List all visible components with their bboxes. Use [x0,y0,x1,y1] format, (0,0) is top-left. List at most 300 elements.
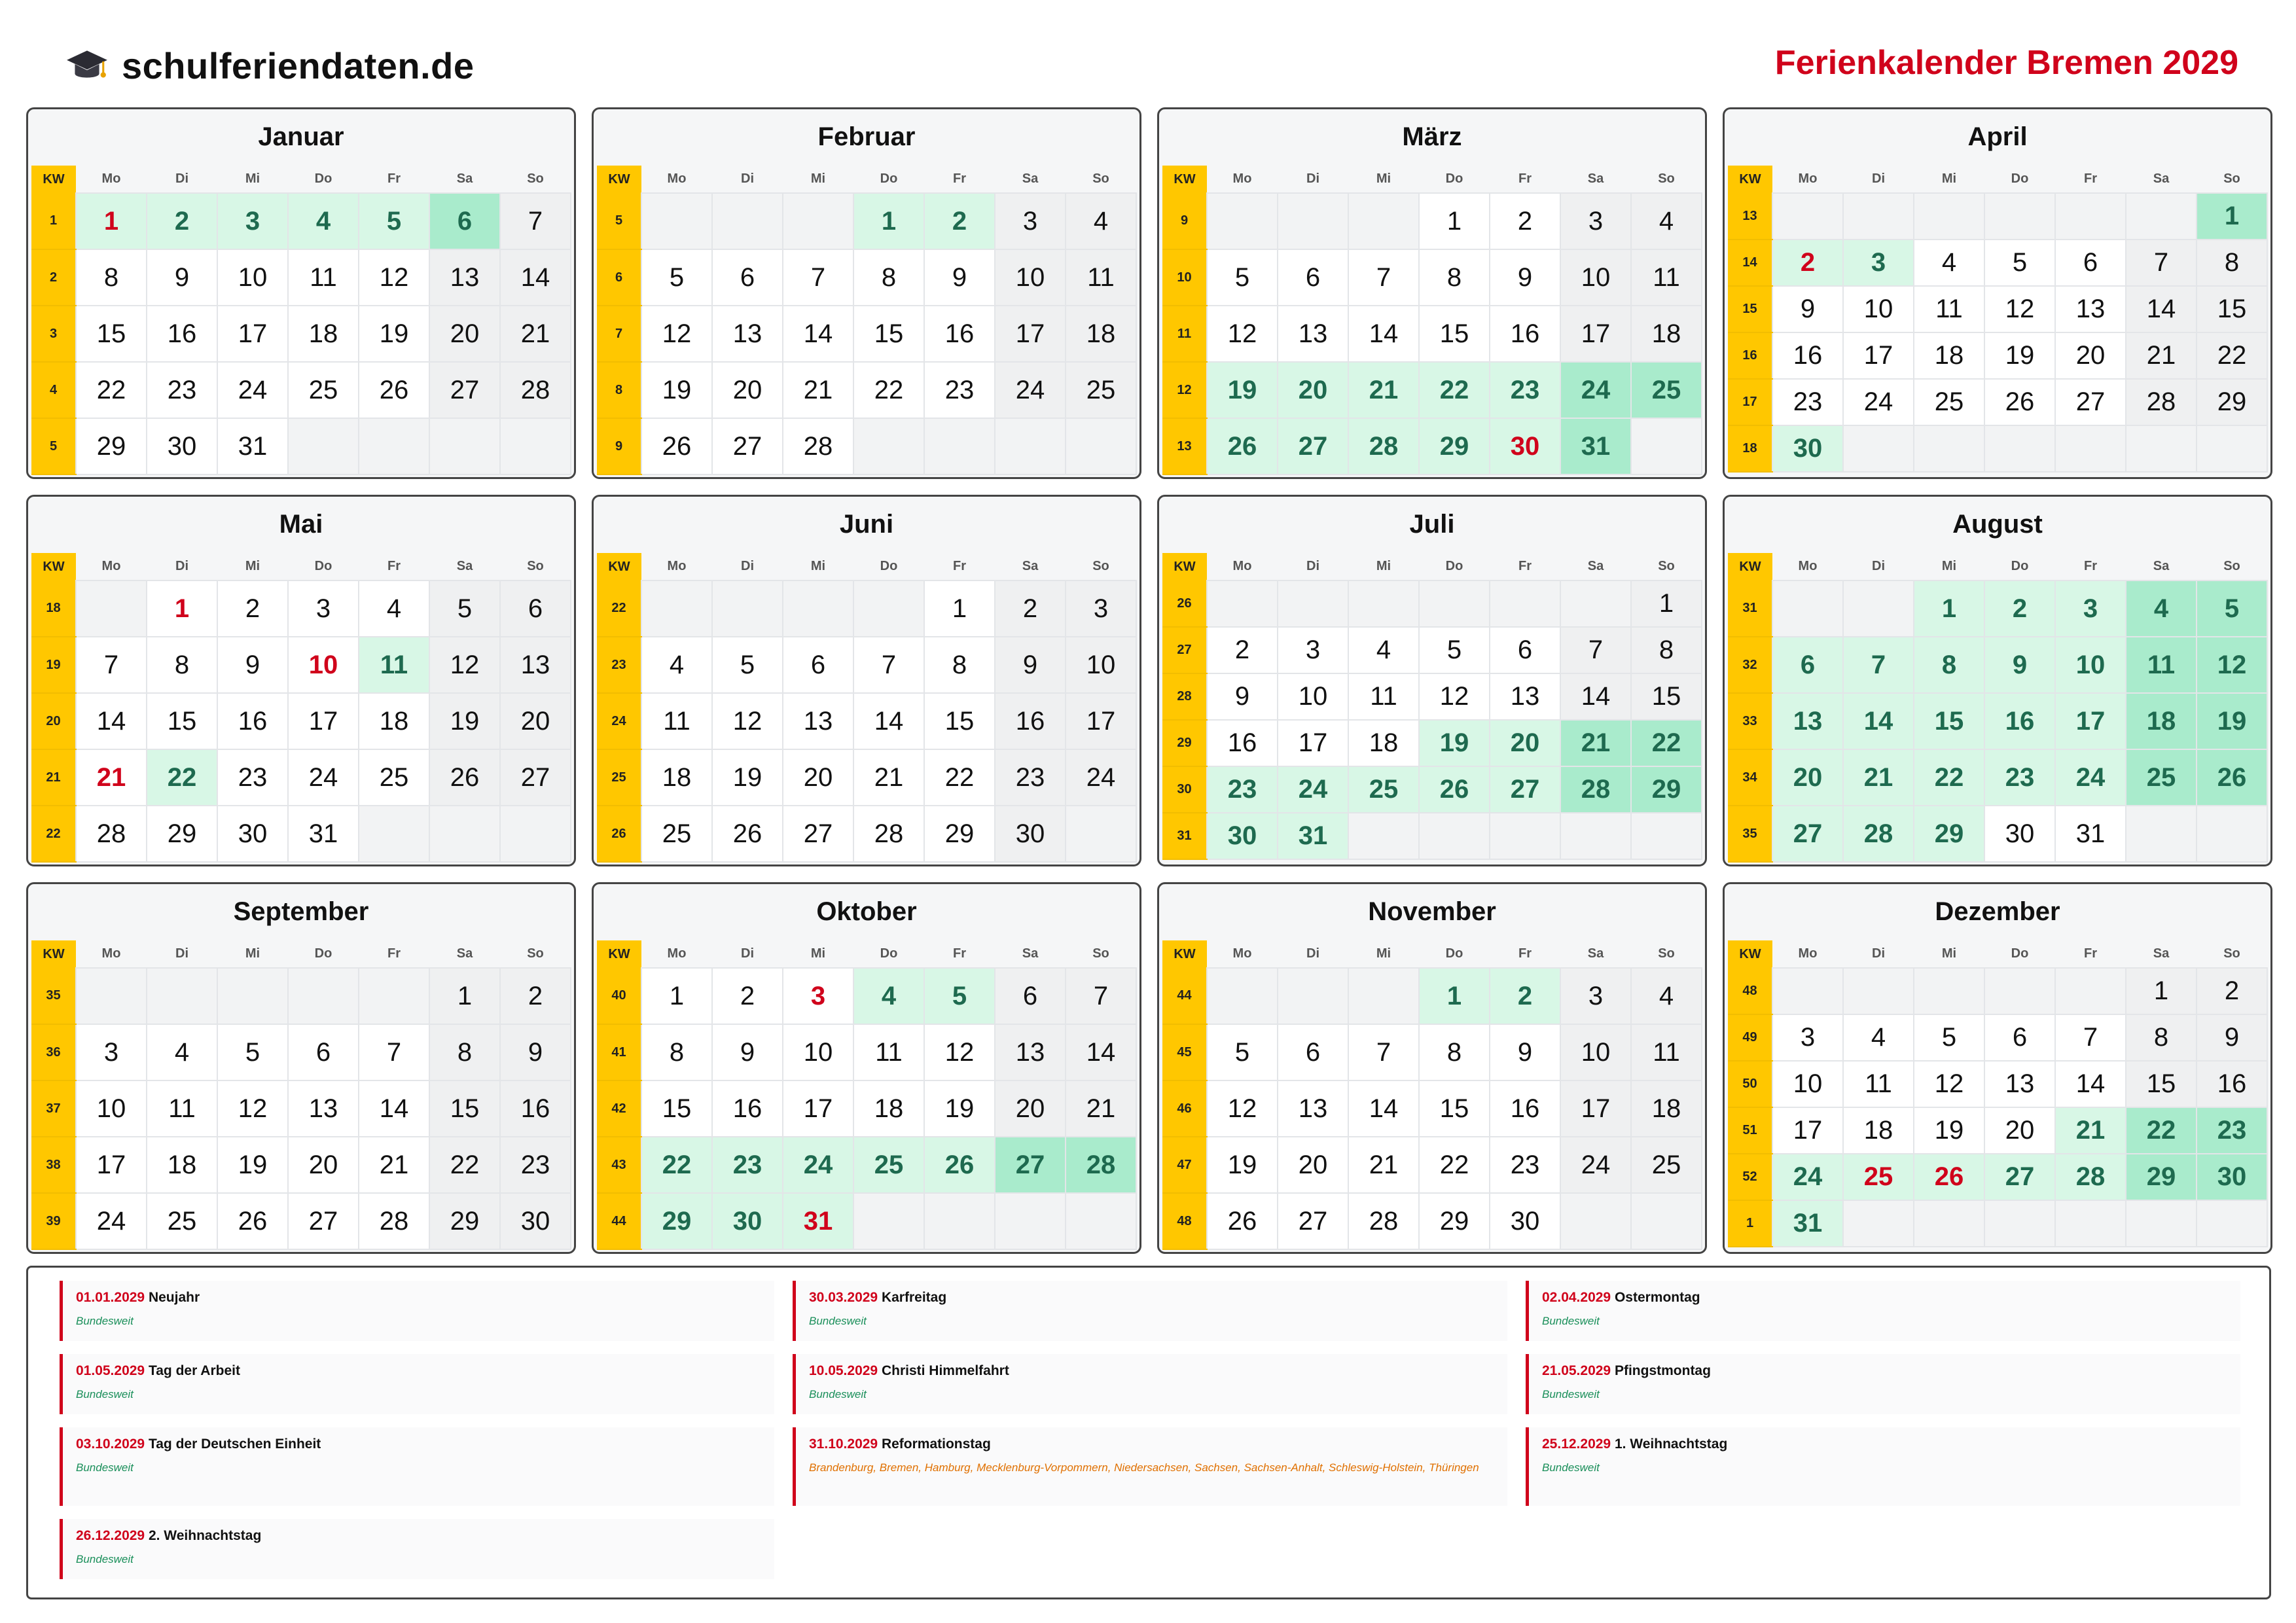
day-cell: 31 [1278,813,1348,859]
day-cell: 5 [1207,1024,1278,1080]
weekday-header: Do [314,559,332,573]
weekday-header: Mi [1941,171,1957,186]
week-number: 44 [1162,968,1207,1024]
holiday-title [809,1436,1494,1452]
day-cell: 15 [853,306,924,362]
day-cell: 3 [1066,580,1136,637]
week-row [31,806,571,862]
month-table [1728,940,2268,1247]
day-cell: 18 [1631,1080,1702,1137]
empty-day-cell [1914,1200,1984,1247]
week-row [31,693,571,749]
weekday-header: So [1092,946,1109,961]
day-cell: 24 [1843,379,1914,425]
day-cell: 23 [995,749,1066,806]
day-cell: 5 [712,637,783,693]
weekday-header: Sa [2153,171,2170,186]
empty-day-cell [1631,813,1702,859]
day-cell: 4 [1631,968,1702,1024]
weekday-header: Fr [387,171,401,186]
empty-day-cell [1843,193,1914,240]
weekday-header: Mi [245,946,260,961]
week-number-header: KW [1162,166,1207,193]
day-cell: 13 [995,1024,1066,1080]
day-cell: 1 [641,968,712,1024]
day-cell: 27 [712,418,783,474]
empty-day-cell [1066,418,1136,474]
week-row [1162,720,1702,766]
day-cell: 8 [1419,1024,1490,1080]
holiday-title [809,1363,1494,1379]
day-cell: 10 [76,1080,147,1137]
week-row [1728,693,2267,749]
weekday-header: Do [880,171,898,186]
day-cell: 18 [1843,1107,1914,1154]
day-cell: 29 [147,806,217,862]
day-cell: 4 [1843,1014,1914,1061]
weekday-header: Mo [1798,171,1818,186]
week-row [31,1080,571,1137]
day-cell: 17 [76,1137,147,1193]
holiday-date: 30.03.2029 [809,1290,878,1305]
week-row [1728,580,2267,637]
day-cell: 9 [924,249,995,306]
week-row [1162,362,1702,418]
week-number: 11 [1162,306,1207,362]
day-cell: 23 [147,362,217,418]
day-cell: 22 [1914,749,1984,806]
week-row [1162,627,1702,673]
day-cell: 1 [1914,580,1984,637]
month-2 [592,107,1141,479]
week-number: 23 [597,637,641,693]
week-row [31,362,571,418]
week-row [31,1193,571,1249]
day-cell: 8 [429,1024,500,1080]
day-cell: 21 [1560,720,1631,766]
weekday-header: Sa [456,946,473,961]
day-cell: 30 [995,806,1066,862]
week-number: 1 [1728,1200,1772,1247]
day-cell: 13 [288,1080,359,1137]
day-cell: 26 [1419,766,1490,813]
month-name: März [1402,122,1462,151]
weekday-header: Fr [2084,171,2097,186]
day-cell: 7 [2126,240,2197,286]
page-header [26,39,2270,92]
week-number: 26 [597,806,641,862]
day-cell: 17 [2055,693,2126,749]
week-row [597,806,1136,862]
week-number: 6 [597,249,641,306]
day-cell: 18 [288,306,359,362]
weekday-header: Di [1306,559,1319,573]
empty-day-cell [641,193,712,249]
month-name: Mai [279,510,323,539]
day-cell: 14 [783,306,853,362]
day-cell: 14 [2055,1061,2126,1107]
site-logo[interactable] [65,39,475,92]
week-number: 34 [1728,749,1772,806]
day-cell: 24 [783,1137,853,1193]
weekday-header-row [1728,166,2267,193]
day-cell: 7 [76,637,147,693]
weekday-header: Mo [667,946,687,961]
holiday-scope: Bundesweit [76,1461,134,1474]
week-row [597,193,1136,249]
day-cell: 26 [1914,1154,1984,1200]
week-number-header: KW [1728,553,1772,580]
week-number: 48 [1162,1193,1207,1249]
empty-day-cell [783,580,853,637]
weekday-header: Sa [456,559,473,573]
holiday-title [1542,1363,2227,1379]
day-cell: 25 [641,806,712,862]
weekday-header: Sa [1022,559,1039,573]
week-number: 8 [597,362,641,418]
day-cell: 24 [1278,766,1348,813]
week-number-header: KW [597,940,641,968]
day-cell: 1 [1419,193,1490,249]
day-cell: 31 [783,1193,853,1249]
weekday-header: Mi [1941,559,1957,573]
week-number: 49 [1728,1014,1772,1061]
day-cell: 18 [1631,306,1702,362]
week-number: 46 [1162,1080,1207,1137]
day-cell: 28 [1066,1137,1136,1193]
day-cell: 6 [1984,1014,2055,1061]
day-cell: 19 [1914,1107,1984,1154]
weekday-header: So [2223,559,2240,573]
day-cell: 17 [995,306,1066,362]
day-cell: 28 [1348,1193,1419,1249]
day-cell: 17 [288,693,359,749]
empty-day-cell [147,968,217,1024]
weekday-header: Sa [1022,171,1039,186]
day-cell: 22 [924,749,995,806]
empty-day-cell [1843,425,1914,472]
weekday-header: So [527,946,544,961]
day-cell: 18 [641,749,712,806]
day-cell: 20 [712,362,783,418]
week-row [1728,240,2267,286]
day-cell: 25 [1631,1137,1702,1193]
day-cell: 1 [2197,193,2267,240]
day-cell: 4 [2126,580,2197,637]
week-number: 47 [1162,1137,1207,1193]
day-cell: 20 [288,1137,359,1193]
day-cell: 16 [712,1080,783,1137]
empty-day-cell [2126,425,2197,472]
day-cell: 3 [995,193,1066,249]
week-number: 9 [1162,193,1207,249]
day-cell: 29 [2126,1154,2197,1200]
day-cell: 18 [2126,693,2197,749]
holiday-date: 31.10.2029 [809,1436,878,1452]
day-cell: 2 [995,580,1066,637]
day-cell: 10 [1560,1024,1631,1080]
weekday-header-row [597,553,1136,580]
empty-day-cell [1560,1193,1631,1249]
weekday-header: Mi [810,171,826,186]
day-cell: 19 [1984,332,2055,379]
empty-day-cell [995,1193,1066,1249]
month-name: Juli [1409,510,1455,539]
empty-day-cell [1490,813,1560,859]
holiday-entry [793,1427,1507,1506]
day-cell: 12 [1207,1080,1278,1137]
day-cell: 1 [76,193,147,249]
day-cell: 14 [1560,673,1631,720]
day-cell: 16 [995,693,1066,749]
day-cell: 12 [429,637,500,693]
day-cell: 15 [76,306,147,362]
week-number: 37 [31,1080,76,1137]
day-cell: 28 [1843,806,1914,862]
week-row [1728,806,2267,862]
empty-day-cell [1843,968,1914,1014]
empty-day-cell [1419,580,1490,627]
empty-day-cell [1066,1193,1136,1249]
week-row [597,418,1136,474]
day-cell: 9 [995,637,1066,693]
weekday-header: Sa [1022,946,1039,961]
day-cell: 2 [2197,968,2267,1014]
day-cell: 10 [2055,637,2126,693]
day-cell: 4 [147,1024,217,1080]
day-cell: 22 [2197,332,2267,379]
week-row [597,637,1136,693]
day-cell: 16 [1984,693,2055,749]
day-cell: 2 [1490,193,1560,249]
weekday-header-row [1728,553,2267,580]
weekday-header: Sa [2153,559,2170,573]
weekday-header: Di [175,946,188,961]
week-row [1162,418,1702,474]
day-cell: 30 [147,418,217,474]
weekday-header: Mo [667,171,687,186]
month-name: Oktober [816,897,917,926]
day-cell: 2 [712,968,783,1024]
week-number: 18 [31,580,76,637]
week-number-header: KW [31,940,76,968]
day-cell: 7 [853,637,924,693]
day-cell: 2 [217,580,288,637]
day-cell: 7 [783,249,853,306]
week-number: 35 [1728,806,1772,862]
day-cell: 24 [2055,749,2126,806]
day-cell: 18 [359,693,429,749]
month-name: Februar [817,122,916,151]
day-cell: 24 [1560,1137,1631,1193]
week-number: 15 [1728,286,1772,332]
week-number: 40 [597,968,641,1024]
week-number: 41 [597,1024,641,1080]
empty-day-cell [1348,193,1419,249]
day-cell: 29 [2197,379,2267,425]
day-cell: 29 [1914,806,1984,862]
day-cell: 17 [1560,1080,1631,1137]
day-cell: 10 [217,249,288,306]
week-number: 48 [1728,968,1772,1014]
day-cell: 29 [1631,766,1702,813]
week-number: 28 [1162,673,1207,720]
day-cell: 31 [217,418,288,474]
day-cell: 13 [1278,306,1348,362]
week-number: 20 [31,693,76,749]
day-cell: 6 [500,580,571,637]
empty-day-cell [1772,193,1843,240]
day-cell: 3 [76,1024,147,1080]
day-cell: 12 [2197,637,2267,693]
day-cell: 30 [712,1193,783,1249]
day-cell: 19 [359,306,429,362]
day-cell: 22 [1631,720,1702,766]
week-row [1728,286,2267,332]
day-cell: 28 [853,806,924,862]
day-cell: 11 [1914,286,1984,332]
holiday-name: 1. Weihnachtstag [1614,1436,1728,1452]
month-name: November [1368,897,1496,926]
week-row [597,968,1136,1024]
day-cell: 12 [641,306,712,362]
week-row [1162,193,1702,249]
day-cell: 28 [1560,766,1631,813]
weekday-header: Di [1872,559,1885,573]
day-cell: 8 [2126,1014,2197,1061]
week-row [31,637,571,693]
empty-day-cell [853,1193,924,1249]
day-cell: 15 [429,1080,500,1137]
week-row [597,749,1136,806]
day-cell: 20 [1772,749,1843,806]
day-cell: 29 [429,1193,500,1249]
week-row [1162,968,1702,1024]
day-cell: 1 [429,968,500,1024]
week-number: 3 [31,306,76,362]
day-cell: 2 [1772,240,1843,286]
day-cell: 24 [288,749,359,806]
day-cell: 6 [1278,1024,1348,1080]
holiday-date: 25.12.2029 [1542,1436,1611,1452]
holiday-name: Tag der Deutschen Einheit [148,1436,321,1452]
day-cell: 16 [217,693,288,749]
day-cell: 11 [147,1080,217,1137]
empty-day-cell [359,418,429,474]
empty-day-cell [641,580,712,637]
month-name: September [233,897,369,926]
weekday-header: Do [1445,946,1463,961]
empty-day-cell [1984,1200,2055,1247]
weekday-header: Do [1445,559,1463,573]
weekday-header: Di [175,171,188,186]
empty-day-cell [1348,968,1419,1024]
weekday-header-row [597,166,1136,193]
holiday-date: 26.12.2029 [76,1528,145,1543]
empty-day-cell [1560,813,1631,859]
week-number-header: KW [1162,940,1207,968]
week-number: 30 [1162,766,1207,813]
empty-day-cell [2055,968,2126,1014]
day-cell: 25 [1631,362,1702,418]
day-cell: 12 [1207,306,1278,362]
calendar-title: Ferienkalender Bremen 2029 [1774,44,2238,82]
day-cell: 26 [924,1137,995,1193]
month-table [1162,553,1702,860]
empty-day-cell [217,968,288,1024]
day-cell: 26 [429,749,500,806]
day-cell: 12 [712,693,783,749]
week-row [597,249,1136,306]
day-cell: 11 [1348,673,1419,720]
empty-day-cell [76,580,147,637]
day-cell: 10 [288,637,359,693]
empty-day-cell [1278,193,1348,249]
day-cell: 4 [1348,627,1419,673]
day-cell: 19 [1419,720,1490,766]
week-row [1162,766,1702,813]
day-cell: 4 [1066,193,1136,249]
day-cell: 24 [995,362,1066,418]
day-cell: 10 [995,249,1066,306]
empty-day-cell [924,1193,995,1249]
day-cell: 28 [2055,1154,2126,1200]
empty-day-cell [2126,193,2197,240]
week-row [1162,813,1702,859]
week-number: 43 [597,1137,641,1193]
week-number: 26 [1162,580,1207,627]
day-cell: 21 [1843,749,1914,806]
day-cell: 11 [1631,249,1702,306]
day-cell: 18 [1914,332,1984,379]
weekday-header: So [1092,171,1109,186]
day-cell: 8 [76,249,147,306]
day-cell: 12 [1914,1061,1984,1107]
week-number: 18 [1728,425,1772,472]
week-number: 31 [1162,813,1207,859]
empty-day-cell [2197,425,2267,472]
week-row [1728,1014,2267,1061]
week-number: 38 [31,1137,76,1193]
day-cell: 6 [1490,627,1560,673]
day-cell: 19 [1207,1137,1278,1193]
day-cell: 30 [2197,1154,2267,1200]
day-cell: 7 [500,193,571,249]
day-cell: 30 [217,806,288,862]
empty-day-cell [359,806,429,862]
holiday-title [76,1290,761,1306]
weekday-header: Do [314,946,332,961]
day-cell: 30 [1490,418,1560,474]
week-row [1162,1137,1702,1193]
day-cell: 15 [147,693,217,749]
weekday-header: Mo [101,559,121,573]
day-cell: 3 [783,968,853,1024]
empty-day-cell [500,806,571,862]
day-cell: 13 [1984,1061,2055,1107]
day-cell: 17 [1560,306,1631,362]
empty-day-cell [2197,1200,2267,1247]
holiday-entry [60,1519,774,1579]
day-cell: 27 [429,362,500,418]
month-table [1728,553,2268,863]
weekday-header: Do [880,559,898,573]
day-cell: 6 [995,968,1066,1024]
day-cell: 14 [76,693,147,749]
holiday-entry [793,1281,1507,1341]
week-row [597,362,1136,418]
month-table [31,553,571,863]
